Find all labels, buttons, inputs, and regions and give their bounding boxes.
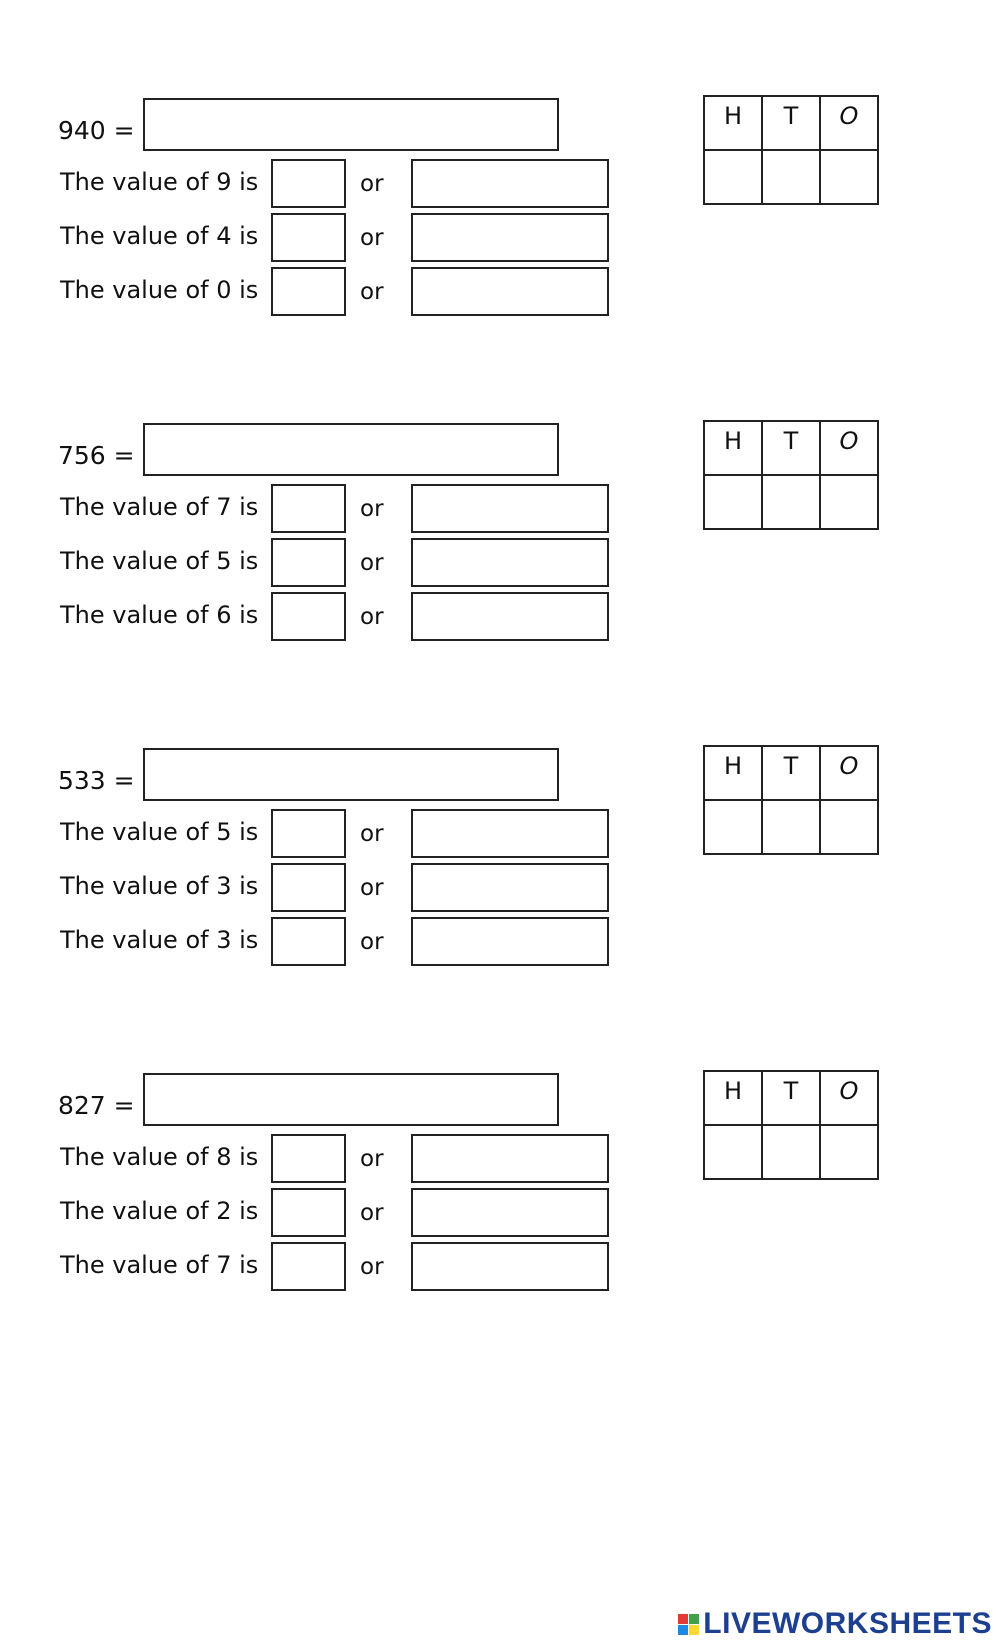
value-words-input[interactable] [411,1134,609,1183]
logo-square [678,1614,688,1624]
tens-header: T [762,421,820,475]
ones-input[interactable] [820,475,878,529]
place-value-input-row [704,475,878,529]
place-value-table [703,420,879,530]
tens-input[interactable] [762,1125,820,1179]
value-words-input[interactable] [411,1188,609,1237]
value-words-input[interactable] [411,159,609,208]
number-in-words-input[interactable] [143,1073,559,1126]
value-row [0,809,700,859]
place-value-header-row [704,746,878,800]
hundreds-header: H [704,421,762,475]
value-row [0,267,700,317]
value-question-label: The value of 5 is [60,547,259,575]
brand-name: LIVEWORKSHEETS [703,1607,992,1640]
value-number-input[interactable] [271,1134,346,1183]
value-number-input[interactable] [271,863,346,912]
value-question-label: The value of 0 is [60,276,259,304]
value-row [0,1242,700,1292]
place-value-table [703,95,879,205]
liveworksheets-footer[interactable] [678,1607,992,1641]
place-value-input-row [704,1125,878,1179]
value-number-input[interactable] [271,538,346,587]
value-words-input[interactable] [411,809,609,858]
exercise-827 [0,1073,1000,1313]
logo-square [689,1625,699,1635]
value-question-label: The value of 9 is [60,168,259,196]
number-label: 533 = [58,766,135,795]
place-value-header-row [704,421,878,475]
hundreds-input[interactable] [704,150,762,204]
exercise-756 [0,423,1000,663]
ones-header: O [820,421,878,475]
number-label: 827 = [58,1091,135,1120]
ones-header: O [820,1071,878,1125]
place-value-header-row [704,1071,878,1125]
value-question-label: The value of 7 is [60,1251,259,1279]
value-question-label: The value of 3 is [60,926,259,954]
ones-input[interactable] [820,1125,878,1179]
value-row [0,863,700,913]
or-label: or [360,604,384,630]
place-value-table [703,1070,879,1180]
number-in-words-input[interactable] [143,748,559,801]
value-number-input[interactable] [271,213,346,262]
ones-input[interactable] [820,150,878,204]
liveworksheets-logo-icon [678,1614,699,1635]
value-row [0,484,700,534]
value-row [0,1188,700,1238]
logo-square [689,1614,699,1624]
number-in-words-input[interactable] [143,423,559,476]
or-label: or [360,821,384,847]
value-question-label: The value of 5 is [60,818,259,846]
place-value-input-row [704,150,878,204]
hundreds-header: H [704,96,762,150]
or-label: or [360,279,384,305]
or-label: or [360,496,384,522]
value-row [0,1134,700,1184]
hundreds-input[interactable] [704,475,762,529]
place-value-input-row [704,800,878,854]
tens-input[interactable] [762,150,820,204]
or-label: or [360,929,384,955]
value-number-input[interactable] [271,809,346,858]
ones-header: O [820,96,878,150]
value-words-input[interactable] [411,267,609,316]
value-number-input[interactable] [271,917,346,966]
tens-header: T [762,96,820,150]
value-row [0,159,700,209]
or-label: or [360,225,384,251]
value-question-label: The value of 7 is [60,493,259,521]
hundreds-header: H [704,1071,762,1125]
hundreds-input[interactable] [704,800,762,854]
value-row [0,538,700,588]
tens-header: T [762,746,820,800]
exercise-533 [0,748,1000,988]
or-label: or [360,1200,384,1226]
value-words-input[interactable] [411,1242,609,1291]
tens-header: T [762,1071,820,1125]
exercise-940 [0,98,1000,338]
place-value-header-row [704,96,878,150]
tens-input[interactable] [762,475,820,529]
value-words-input[interactable] [411,592,609,641]
or-label: or [360,171,384,197]
value-number-input[interactable] [271,1188,346,1237]
value-words-input[interactable] [411,917,609,966]
value-words-input[interactable] [411,538,609,587]
ones-input[interactable] [820,800,878,854]
value-number-input[interactable] [271,484,346,533]
value-question-label: The value of 4 is [60,222,259,250]
value-question-label: The value of 6 is [60,601,259,629]
value-words-input[interactable] [411,484,609,533]
value-number-input[interactable] [271,159,346,208]
value-number-input[interactable] [271,267,346,316]
number-label: 756 = [58,441,135,470]
value-words-input[interactable] [411,213,609,262]
or-label: or [360,550,384,576]
value-number-input[interactable] [271,592,346,641]
value-question-label: The value of 3 is [60,872,259,900]
number-in-words-input[interactable] [143,98,559,151]
or-label: or [360,1254,384,1280]
value-question-label: The value of 8 is [60,1143,259,1171]
value-number-input[interactable] [271,1242,346,1291]
value-row [0,213,700,263]
tens-input[interactable] [762,800,820,854]
value-row [0,917,700,967]
or-label: or [360,1146,384,1172]
value-words-input[interactable] [411,863,609,912]
number-label: 940 = [58,116,135,145]
hundreds-input[interactable] [704,1125,762,1179]
value-row [0,592,700,642]
value-question-label: The value of 2 is [60,1197,259,1225]
hundreds-header: H [704,746,762,800]
or-label: or [360,875,384,901]
ones-header: O [820,746,878,800]
logo-square [678,1625,688,1635]
place-value-table [703,745,879,855]
